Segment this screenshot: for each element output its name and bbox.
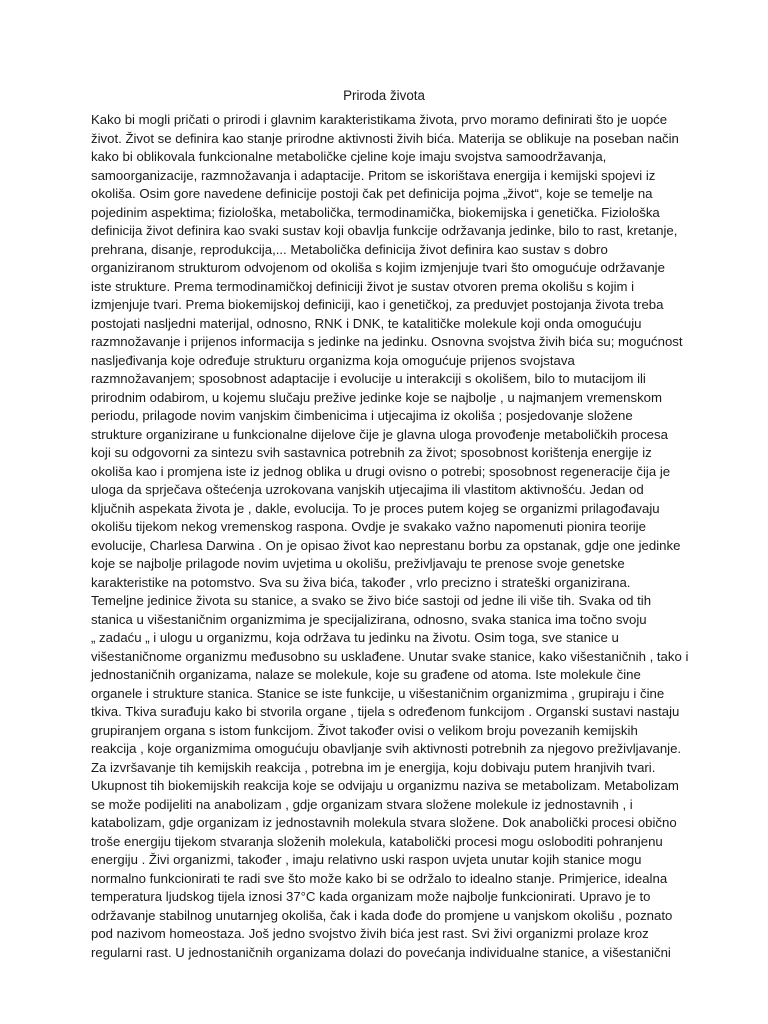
- body-line: pod nazivom homeostaza. Još jedno svojstvo živih bića jest rast. Svi živi organizmi prolaze kroz: [91, 926, 649, 941]
- body-line: katabolizam, gdje organizam iz jednostavnih molekula stvara složene. Dok anabolički procesi obično: [91, 815, 677, 830]
- body-line: Za izvršavanje tih kemijskih reakcija , potrebna im je energija, koju dobivaju putem hranjivih tvari.: [91, 759, 656, 775]
- body-line: troše energiju tijekom stvaranja složenih molekula, katabolički procesi mogu osloboditi pohranjenu: [91, 833, 663, 849]
- body-line: razmnožavanjem; sposobnost adaptacije i evolucije u interakciji s okolišem, bilo to mutacijom ili: [91, 371, 646, 386]
- body-line: karakteristike na potomstvo. Sva su živa bića, također , vrlo precizno i strateški organizirana.: [91, 574, 631, 590]
- body-line: koje se najbolje prilagode novim uvjetima u okolišu, preživljavaju te prenose svoje genetske: [91, 556, 625, 571]
- page-title: Priroda života: [343, 88, 425, 103]
- body-line: grupiranjem organa s istom funkcijom. Život također ovisi o velikom broju povezanih kemijskih: [91, 722, 638, 738]
- body-line: Ukupnost tih biokemijskih reakcija koje se odvijaju u organizmu naziva se metabolizam. Metabolizam: [91, 778, 679, 793]
- body-line: okoliša. Osim gore navedene definicije postoji čak pet definicija pojma „život“, koje se temelje na: [91, 186, 653, 201]
- body-line: život. Život se definira kao stanje prirodne aktivnosti živih bića. Materija se oblikuje na poseban način: [91, 130, 679, 146]
- body-line: temperatura ljudskog tijela iznosi 37°C kada organizam može najbolje funkcionirati. Upravo je to: [91, 889, 651, 904]
- body-line: okolišu tijekom nekog vremenskog raspona. Ovdje je svakako važno napomenuti pionira teorije: [91, 519, 646, 534]
- body-line: Kako bi mogli pričati o prirodi i glavnim karakteristikama života, prvo moramo definirati što je uopće: [91, 112, 668, 127]
- body-line: tkiva. Tkiva surađuju kako bi stvorila organe , tijela s određenom funkcijom . Organski sustavi nastaju: [91, 704, 680, 719]
- body-line: strukture organizirane u funkcionalne dijelove čije je glavna uloga provođenje metaboličkih procesa: [91, 426, 668, 442]
- body-line: energiju . Živi organizmi, također , imaju relativno uski raspon uvjeta unutar kojih stanice mogu: [91, 852, 642, 867]
- body-line: kako bi oblikovala funkcionalne metaboličke cjeline koje imaju svojstva samoodržavanja,: [91, 149, 607, 164]
- body-line: „ zadaću „ i ulogu u organizmu, koja održava tu jedinku na životu. Osim toga, sve stanice u: [91, 630, 619, 645]
- body-line: Temeljne jedinice života su stanice, a svako se živo biće sastoji od jedne ili više tih. Svaka od tih: [91, 593, 652, 608]
- body-line: pojedinim aspektima; fiziološka, metabolička, termodinamička, biokemijska i genetička. Fiziološka: [91, 204, 660, 220]
- body-line: reakcija , koje organizmima omogućuju obavljanje svih aktivnosti potrebnih za njegovo preživljavanje.: [91, 741, 682, 756]
- body-line: višestaničnome organizmu međusobno su usklađene. Unutar svake stanice, kako višestaničnih , tako i: [91, 648, 689, 664]
- body-line: uloga da sprječava oštećenja uzrokovana vanjskih utjecajima ili vlastitom aktivnošću. Jedan od: [91, 482, 644, 497]
- body-line: prehrana, disanje, reprodukcija,... Metabolička definicija život definira kao sustav s dobro: [91, 241, 608, 257]
- body-line: se može podijeliti na anabolizam , gdje organizam stvara složene molekule iz jednostavnih , i: [91, 796, 633, 812]
- body-line: definicija život definira kao svaki sustav koji obavlja funkcije održavanja jedinke, bilo to rast, kretanje,: [91, 223, 678, 238]
- body-line: izmjenjuje tvari. Prema biokemijskoj definiciji, kao i genetičkoj, za preduvjet postojanja života treba: [91, 297, 664, 312]
- body-line: nasljeđivanja koje određuje strukturu organizma koja omogućuje prijenos svojstava: [91, 352, 575, 368]
- body-line: ključnih aspekata života je , dakle, evolucija. To je proces putem kojeg se organizmi prilagođavaju: [91, 500, 660, 516]
- body-line: razmnožavanje i prijenos informacija s jedinke na jedinku. Osnovna svojstva živih bića su; mogućnost: [91, 334, 683, 349]
- body-line: organele i strukture stanica. Stanice se iste funkcije, u višestaničnim organizmima , grupiraju i čine: [91, 685, 665, 701]
- body-line: stanica u višestaničnim organizmima je specijalizirana, odnosno, svaka stanica ima točno svoju: [91, 611, 647, 627]
- body-line: koji su odgovorni za sintezu svih sastavnica potrebnih za život; sposobnost korištenja energije iz: [91, 445, 652, 460]
- body-line: evolucije, Charlesa Darwina . On je opisao život kao neprestanu borbu za opstanak, gdje one jedinke: [91, 537, 681, 553]
- body-line: normalno funkcionirati te radi sve što može kako bi se održalo to idealno stanje. Primjerice, idealna: [91, 870, 668, 886]
- body-line: postojati nasljedni materijal, odnosno, RNK i DNK, te katalitičke molekule koji onda omogućuju: [91, 315, 642, 331]
- body-line: organiziranom strukturom odvojenom od okoliša s kojim izmjenjuje tvari što omogućuje održavanje: [91, 260, 665, 275]
- body-line: okoliša kao i promjena iste iz jednog oblika u drugi ovisno o potrebi; sposobnost regeneracije čija je: [91, 463, 671, 479]
- body-line: prirodnim odabirom, u kojemu slučaju preživе jedinke koje se najbolje , u najmanjem vremenskom: [91, 389, 662, 405]
- body-line: iste strukture. Prema termodinamičkoj definiciji život je sustav otvoren prema okolišu s kojim i: [91, 278, 635, 294]
- body-line: periodu, prilagode novim vanjskim čimbenicima i utjecajima iz okoliša ; posjedovanje složene: [91, 408, 633, 423]
- body-line: regularni rast. U jednostaničnih organizama dolazi do povećanja individualne stanice, a višestanični: [91, 944, 671, 960]
- body-line: jednostaničnih organizama, nalaze se molekule, koje su građene od atoma. Iste molekule čine: [91, 667, 641, 682]
- body-text: [91, 111, 691, 962]
- body-line: samoorganizacije, razmnožavanja i adaptacije. Pritom se iskorištava energija i kemijski spojevi iz: [91, 167, 656, 183]
- body-line: održavanje stabilnog unutarnjeg okoliša, čak i kada dođe do promjene u vanjskom okolišu , poznato: [91, 907, 673, 923]
